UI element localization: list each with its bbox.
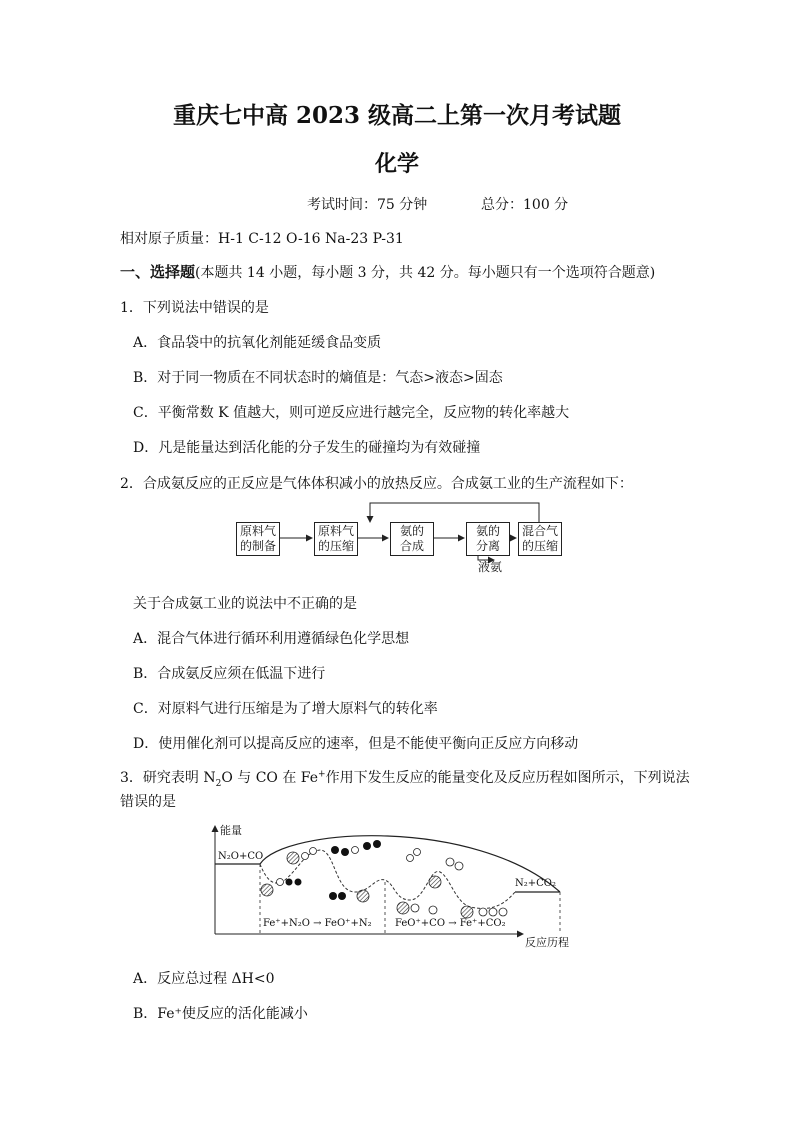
q1-option-b: B．对于同一物质在不同状态时的熵值是：气态>液态>固态 [133,370,503,386]
atomic-masses: 相对原子质量：H-1 C-12 O-16 Na-23 P-31 [120,231,404,247]
q2-option-a: A．混合气体进行循环利用遵循绿色化学思想 [133,631,410,647]
q2-option-b: B．合成氨反应须在低温下进行 [133,666,326,682]
product-label: N₂+CO₂ [515,878,556,889]
exam-title: 重庆七中高 2023 级高二上第一次月考试题 [172,102,622,129]
step1-equation: Fe⁺+N₂O → FeO⁺+N₂ [263,918,372,929]
exam-time: 考试时间：75 分钟 [307,197,428,213]
q1-option-c: C．平衡常数 K 值越大，则可逆反应进行越完全，反应物的转化率越大 [133,405,570,421]
reactant-label: N₂O+CO [218,851,264,862]
q1-stem: 1．下列说法中错误的是 [120,300,269,316]
flow-step-feed-compression: 原料气 的压缩 [314,522,358,556]
q2-option-c: C．对原料气进行压缩是为了增大原料气的转化率 [133,701,438,717]
step2-equation: FeO⁺+CO → Fe⁺+CO₂ [395,918,506,929]
ammonia-flow-diagram [228,500,568,580]
flow-step-mixed-gas-compression: 混合气 的压缩 [518,522,562,556]
q3-option-a: A．反应总过程 ΔH<0 [133,971,275,987]
reaction-progress-label: 反应历程 [525,936,569,949]
flow-output-liquid-ammonia: 液氨 [478,560,503,574]
q1-option-d: D．凡是能量达到活化能的分子发生的碰撞均为有效碰撞 [133,440,481,456]
section-note: (本题共 14 小题，每小题 3 分，共 42 分。每小题只有一个选项符合题意) [195,265,656,281]
q2-option-d: D．使用催化剂可以提高反应的速率，但是不能使平衡向正反应方向移动 [133,736,579,752]
q2-stem: 2．合成氨反应的正反应是气体体积减小的放热反应。合成氨工业的生产流程如下： [120,476,633,492]
flow-step-ammonia-separation: 氨的 分离 [466,522,510,556]
subject-title: 化学 [374,151,419,177]
flow-step-ammonia-synthesis: 氨的 合成 [390,522,434,556]
q3-stem-line2: 错误的是 [120,794,176,810]
total-score: 总分：100 分 [481,197,569,213]
q2-sub-stem: 关于合成氨工业的说法中不正确的是 [133,596,357,612]
q1-option-a: A．食品袋中的抗氧化剂能延缓食品变质 [133,335,382,351]
q3-option-b: B．Fe⁺使反应的活化能减小 [133,1006,308,1022]
section-heading [120,261,655,282]
flow-step-feed-preparation: 原料气 的制备 [236,522,280,556]
q3-stem: 3．研究表明 $N_2O$ 与 CO 在 Fe+作用下发生反应的能量变化及反应历程如图所示，下列说法 [120,769,690,789]
energy-diagram [205,822,590,950]
energy-axis-label: 能量 [220,824,242,837]
section-title: 一、选择题 [120,263,196,281]
